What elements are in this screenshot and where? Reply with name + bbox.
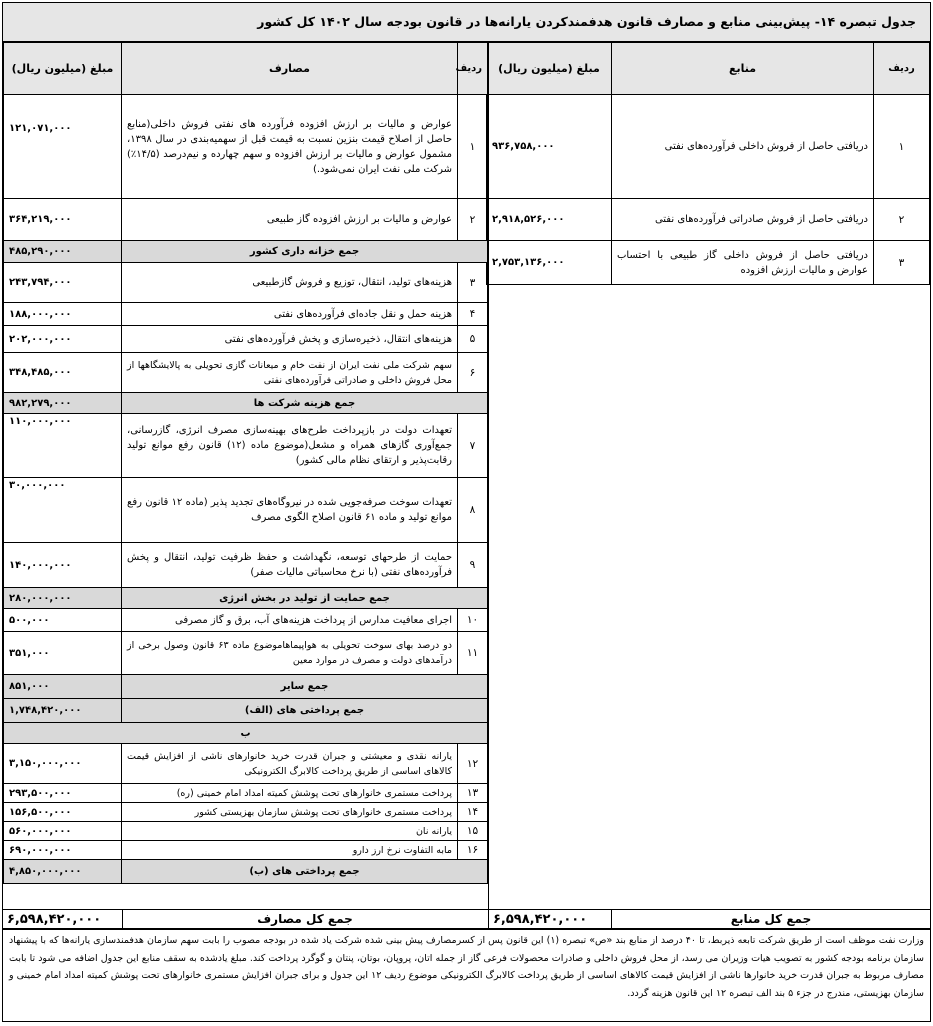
section-b-label: ب (4, 723, 488, 744)
row-index: ۲ (874, 199, 930, 241)
expenses-section (3, 42, 489, 930)
row-amount: ۳۰,۰۰۰,۰۰۰ (4, 478, 122, 543)
row-index: ۱۶ (458, 841, 488, 860)
row-description: تعهدات دولت در بازپرداخت طرح‌های بهینه‌سازی مصرف انرژی، گازرسانی، جمع‌آوری گازهای همراه و مشعل(موضوع ماده (۱۲) قانون رفع موانع تولید رقابت‌پذیر و ارتقای نظام مالی کشور) (122, 414, 458, 478)
row-amount: ۵۶۰,۰۰۰,۰۰۰ (4, 822, 122, 841)
table-row (4, 543, 488, 588)
row-amount: ۳,۱۵۰,۰۰۰,۰۰۰ (4, 744, 122, 784)
row-description: دریافتی حاصل از فروش صادراتی فرآورده‌های نفتی (612, 199, 874, 241)
table-row (4, 632, 488, 675)
table-row (4, 263, 488, 303)
row-amount: ۱۴۰,۰۰۰,۰۰۰ (4, 543, 122, 588)
subtotal-label: جمع خزانه داری کشور (122, 241, 488, 263)
row-amount: ۹۳۶,۷۵۸,۰۰۰ (487, 95, 612, 199)
resources-header-amount: مبلغ (میلیون ریال) (487, 43, 612, 95)
row-index: ۷ (458, 414, 488, 478)
footer-note: وزارت نفت موظف است از طریق شرکت تابعه ذیربط، تا ۴۰ درصد از منابع بند «ص» تبصره (۱) این قانون پس از کسرمصارف پیش بینی شده شرکت یاد شده در بودجه مصوب را بابت سهم سازمان هدفمندسازی یارانه‌ها که با پیشنهاد سازمان برنامه بودجه کشور به تصویب هیات وزیران می رسد، از محل فروش داخلی و صادرات محصولات فرعی گاز از جمله اتان، پروپان، بوتان، پنتان و گوگرد پرداخت کند. مبلغ یادشده به سقف منابع این جدول اضافه می شود تا بابت مصارف مربوط به جبران قدرت خرید خانوارها ناشی از افزایش قیمت کالاهای اساسی از طریق پرداخت کالابرگ الکترونیکی موضوع ردیف ۱۲ این جدول و برای جبران افزایش مستمری خانوارهای تحت پوشش کمیته امداد امام خمینی و سازمان بهزیستی، مندرج در جزء ۵ بند الف تبصره ۱۲ این قانون هزینه گردد. (3, 928, 930, 1021)
row-index: ۱ (458, 95, 488, 199)
expenses-header-idx: ردیف (458, 43, 488, 95)
row-index: ۳ (874, 241, 930, 285)
subtotal-amount: ۲۸۰,۰۰۰,۰۰۰ (4, 588, 122, 609)
row-amount: ۳۶۴,۲۱۹,۰۰۰ (4, 199, 122, 241)
row-index: ۱۲ (458, 744, 488, 784)
subtotal-row (4, 241, 488, 263)
row-description: دو درصد بهای سوخت تحویلی به هواپیماهاموضوع ماده ۶۳ قانون وصول برخی از درآمدهای دولت و مصرف در موارد معین (122, 632, 458, 675)
table-row (487, 241, 930, 285)
row-amount: ۳۴۸,۴۸۵,۰۰۰ (4, 353, 122, 393)
subtotal-amount: ۸۵۱,۰۰۰ (4, 675, 122, 699)
subtotal-label: جمع سایر (122, 675, 488, 699)
row-index: ۲ (458, 199, 488, 241)
table-row (4, 841, 488, 860)
table-row (487, 95, 930, 199)
subtotal-label: جمع حمایت از تولید در بخش انرژی (122, 588, 488, 609)
subtotal-row (4, 393, 488, 414)
row-index: ۴ (458, 303, 488, 326)
expenses-total-label: جمع کل مصارف (257, 912, 353, 926)
table-row (4, 478, 488, 543)
table-row (4, 303, 488, 326)
table-row (4, 784, 488, 803)
row-amount: ۱۱۰,۰۰۰,۰۰۰ (4, 414, 122, 478)
row-description: عوارض و مالیات بر ارزش افزوده فرآورده های نفتی فروش داخلی(منابع حاصل از اصلاح قیمت بنزین نسبت به قیمت قبل از سهمیه‌بندی در سال ۱۳۹۸، مشمول عوارض و مالیات بر ارزش افزوده و سهم چهارده و نیم‌درصد (۱۴/۵٪) شرکت ملی نفت ایران نمی‌شود.) (122, 95, 458, 199)
row-index: ۱۵ (458, 822, 488, 841)
expenses-header-name: مصارف (122, 43, 458, 95)
table-row (4, 326, 488, 353)
row-description: دریافتی حاصل از فروش داخلی گاز طبیعی با احتساب عوارض و مالیات ارزش افزوده (612, 241, 874, 285)
row-description: پرداخت مستمری خانوارهای تحت پوشش سازمان بهزیستی کشور (122, 803, 458, 822)
table-row (4, 199, 488, 241)
subtotal-row (4, 675, 488, 699)
row-index: ۹ (458, 543, 488, 588)
subtotal-label: جمع پرداختی های (ب) (122, 860, 488, 884)
row-amount: ۲۹۳,۵۰۰,۰۰۰ (4, 784, 122, 803)
row-amount: ۲,۷۵۳,۱۳۶,۰۰۰ (487, 241, 612, 285)
row-description: هزینه حمل و نقل جاده‌ای فرآورده‌های نفتی (122, 303, 458, 326)
row-amount: ۳۵۱,۰۰۰ (4, 632, 122, 675)
table-row (4, 353, 488, 393)
resources-header-idx: ردیف (874, 43, 930, 95)
resources-total-label: جمع کل منابع (730, 912, 812, 926)
subtotal-row (4, 699, 488, 723)
row-description: دریافتی حاصل از فروش داخلی فرآورده‌های نفتی (612, 95, 874, 199)
row-amount: ۶۹۰,۰۰۰,۰۰۰ (4, 841, 122, 860)
row-index: ۸ (458, 478, 488, 543)
table-grid (3, 42, 930, 930)
row-amount: ۲۰۲,۰۰۰,۰۰۰ (4, 326, 122, 353)
table-row (487, 199, 930, 241)
section-b-row (4, 723, 488, 744)
page-title: جدول تبصره ۱۴- پیش‌بینی منابع و مصارف قانون هدفمندکردن یارانه‌ها در قانون بودجه سال ۱۴۰۲ کل کشور (3, 3, 930, 42)
row-index: ۵ (458, 326, 488, 353)
table-row (4, 609, 488, 632)
table-row (4, 414, 488, 478)
row-description: یارانه نقدی و معیشتی و جبران قدرت خرید خانوارهای ناشی از افزایش قیمت کالاهای اساسی از طریق پرداخت کالابرگ الکترونیکی (122, 744, 458, 784)
row-description: سهم شرکت ملی نفت ایران از نفت خام و میعانات گازی تحویلی به پالایشگاهها از محل فروش داخلی و صادراتی فرآورده‌های نفتی (122, 353, 458, 393)
subtotal-amount: ۴۸۵,۲۹۰,۰۰۰ (4, 241, 122, 263)
row-description: حمایت از طرحهای توسعه، نگهداشت و حفظ ظرفیت تولید، انتقال و پخش فرآورده‌های نفتی (با نرخ محاسباتی مالیات صفر) (122, 543, 458, 588)
row-index: ۶ (458, 353, 488, 393)
row-amount: ۱۲۱,۰۷۱,۰۰۰ (4, 95, 122, 199)
row-amount: ۱۸۸,۰۰۰,۰۰۰ (4, 303, 122, 326)
row-index: ۱۳ (458, 784, 488, 803)
row-index: ۱۱ (458, 632, 488, 675)
row-index: ۱۰ (458, 609, 488, 632)
expenses-table (3, 42, 488, 884)
expenses-total (3, 910, 489, 929)
subtotal-amount: ۹۸۲,۲۷۹,۰۰۰ (4, 393, 122, 414)
budget-table-page (2, 2, 931, 1022)
row-amount: ۱۵۶,۵۰۰,۰۰۰ (4, 803, 122, 822)
expenses-header-amount: مبلغ (میلیون ریال) (4, 43, 122, 95)
row-index: ۳ (458, 263, 488, 303)
resources-total (487, 910, 930, 929)
expenses-total-amount: ۶,۵۹۸,۴۲۰,۰۰۰ (3, 910, 123, 929)
resources-table (486, 42, 930, 285)
table-row (4, 822, 488, 841)
subtotal-label: جمع هزینه شرکت ها (122, 393, 488, 414)
row-description: هزینه‌های انتقال، ذخیره‌سازی و پخش فرآورده‌های نفتی (122, 326, 458, 353)
resources-total-amount: ۶,۵۹۸,۴۲۰,۰۰۰ (487, 910, 612, 929)
row-description: اجرای معافیت مدارس از پرداخت هزینه‌های آب، برق و گاز مصرفی (122, 609, 458, 632)
row-amount: ۲,۹۱۸,۵۲۶,۰۰۰ (487, 199, 612, 241)
row-description: یارانه نان (122, 822, 458, 841)
row-description: مابه التفاوت نرخ ارز دارو (122, 841, 458, 860)
subtotal-amount: ۱,۷۴۸,۴۲۰,۰۰۰ (4, 699, 122, 723)
subtotal-row (4, 860, 488, 884)
row-description: هزینه‌های تولید، انتقال، توزیع و فروش گازطبیعی (122, 263, 458, 303)
row-amount: ۲۴۳,۷۹۴,۰۰۰ (4, 263, 122, 303)
row-index: ۱ (874, 95, 930, 199)
grand-totals-row (3, 909, 930, 930)
table-row (4, 744, 488, 784)
row-index: ۱۴ (458, 803, 488, 822)
row-description: پرداخت مستمری خانوارهای تحت پوشش کمیته امداد امام خمینی (ره) (122, 784, 458, 803)
subtotal-row (4, 588, 488, 609)
resources-header-name: منابع (612, 43, 874, 95)
subtotal-amount: ۴,۸۵۰,۰۰۰,۰۰۰ (4, 860, 122, 884)
resources-section (487, 42, 930, 930)
table-row (4, 803, 488, 822)
row-description: عوارض و مالیات بر ارزش افزوده گاز طبیعی (122, 199, 458, 241)
subtotal-label: جمع پرداختی های (الف) (122, 699, 488, 723)
table-row (4, 95, 488, 199)
row-description: تعهدات سوخت صرفه‌جویی شده در نیروگاه‌های تجدید پذیر (ماده ۱۲ قانون رفع موانع تولید و ماده ۶۱ قانون اصلاح الگوی مصرف (122, 478, 458, 543)
row-amount: ۵۰۰,۰۰۰ (4, 609, 122, 632)
